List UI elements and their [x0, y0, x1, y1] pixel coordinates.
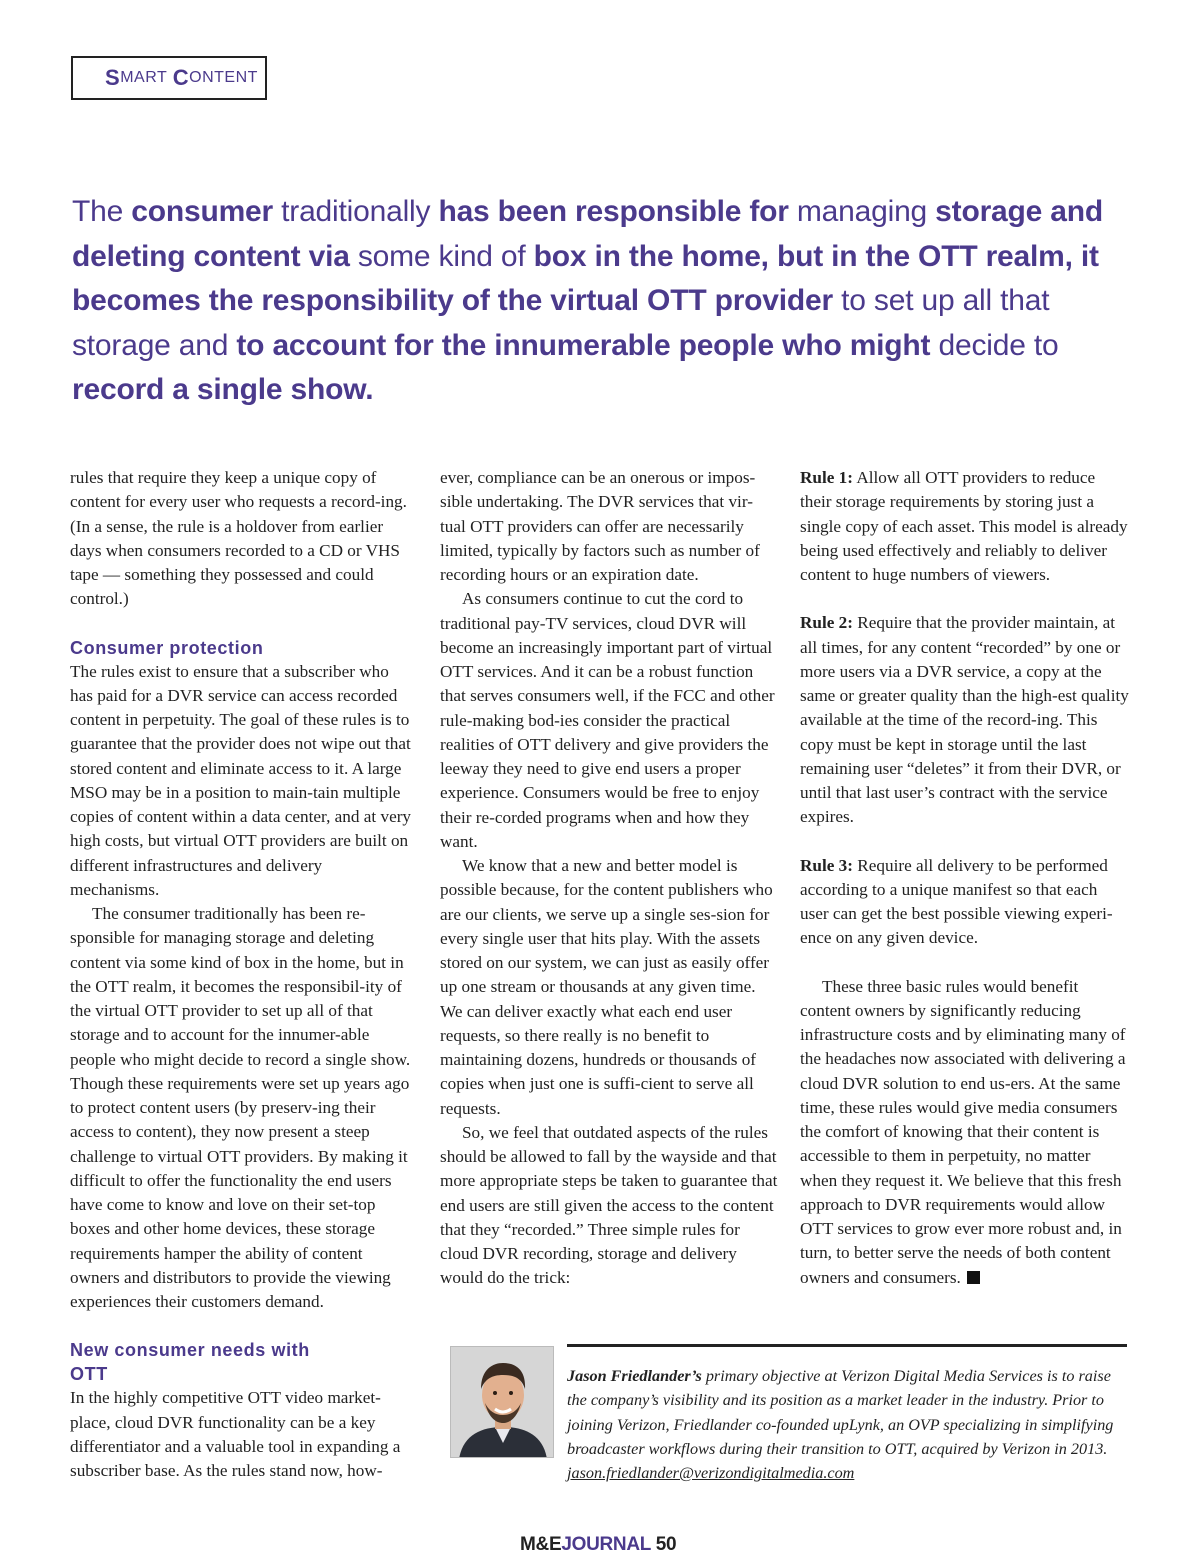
pull-quote-segment: to set up all that storage and [72, 284, 1050, 362]
section-label-initial-1: S [105, 65, 121, 90]
section-label-rest-1: MART [120, 69, 168, 86]
pull-quote-segment: storage and deleting content via [72, 195, 1104, 273]
article-column-2 [440, 466, 778, 1291]
subhead-consumer-protection: Consumer protection [70, 637, 264, 658]
pull-quote-segment: traditionally [273, 195, 439, 228]
rule-2-text: Require that the provider maintain, at all times, for any content “recorded” by one or more users via a DVR service, a copy at the same or greater quality than the high-est quality available at the time of the record-ing. This copy must be kept in storage until the last remaining user “deletes” it from their DVR, or until that last user’s contract with the service expires. [800, 613, 1129, 827]
rule-2 [800, 611, 1130, 829]
author-photo [450, 1346, 554, 1458]
paragraph: The rules exist to ensure that a subscriber who has paid for a DVR service can access recorded content in perpetuity. The goal of these rules is to guarantee that the provider does not wipe out that stored content and eliminate access to it. A large MSO may be in a position to main-tain multiple copies of content within a data center, and at very high costs, but virtual OTT providers are built on different infrastructures and delivery mechanisms. [70, 661, 412, 899]
paragraph: We know that a new and better model is possible because, for the content publishers who are our clients, we serve up a single ses-sion for every single user that hits play. With the assets stored on our system, we can just as easily offer up one stream or thousands at any given time. We can deliver exactly what each end user requests, so there really is no benefit to maintaining dozens, hundreds or thousands of copies when just one is suffi-cient to serve all requests. [440, 856, 773, 1118]
author-bio [567, 1364, 1127, 1485]
footer-journal: JOURNAL [561, 1534, 651, 1555]
rule-2-label: Rule 2: [800, 613, 853, 633]
pull-quote-segment: managing [788, 195, 936, 228]
rule-1-label: Rule 1: [800, 468, 853, 487]
paragraph: In the highly competitive OTT video market-place, cloud DVR functionality can be a key differentiator and a valuable tool in expanding a subscriber base. As the rules stand now, how- [70, 1388, 401, 1480]
rule-1 [800, 466, 1130, 587]
article-column-1 [70, 466, 415, 1483]
author-portrait-icon [451, 1347, 554, 1458]
rule-3-label: Rule 3: [800, 855, 853, 875]
footer-brand: M&E [520, 1534, 562, 1555]
author-email-link[interactable]: jason.friedlander@verizondigitalmedia.com [567, 1464, 855, 1482]
page-footer [520, 1534, 676, 1556]
closing-text: These three basic rules would benefit content owners by significantly reducing infrastructure costs and by eliminating many of the headaches now associated with delivering a cloud DVR solution to end us-ers. At the same time, these rules would give media consumers the comfort of knowing that their content is accessible to them in perpetuity, no matter when they request it. We believe that this fresh approach to DVR requirements would allow OTT services to grow ever more robust and, in turn, to better serve the needs of both content owners and consumers. [800, 976, 1126, 1287]
pull-quote-segment: box in the home, but in the OTT realm, it becomes the responsibility of the virtual OTT provider [72, 239, 1099, 317]
paragraph: So, we feel that outdated aspects of the rules should be allowed to fall by the wayside and that more appropriate steps be taken to guarantee that end users are still given the access to the content that they “recorded.” Three simple rules for cloud DVR recording, storage and delivery would do the trick: [440, 1122, 778, 1288]
pull-quote-segment: decide to [930, 328, 1059, 362]
pull-quote [72, 190, 1142, 413]
section-label [71, 56, 267, 100]
closing-paragraph [800, 975, 1130, 1290]
bio-divider [567, 1344, 1127, 1347]
pull-quote-segment: consumer [131, 195, 274, 228]
subhead-new-consumer-needs: New consumer needs with OTT [70, 1340, 310, 1385]
author-name: Jason Friedlander’s [567, 1367, 702, 1385]
section-label-rest-2: ONTENT [189, 69, 258, 86]
paragraph: As consumers continue to cut the cord to traditional pay-TV services, cloud DVR will become an increasingly important part of virtual OTT services. And it can be a robust function that serves consumers well, if the FCC and other rule-making bod-ies consider the practical realities of OTT delivery and give providers the leeway they need to give end users a proper experience. Consumers would be free to enjoy their re-corded programs when and how they want. [440, 589, 775, 851]
pull-quote-segment: The [72, 195, 132, 228]
pull-quote-segment: some kind of [349, 239, 534, 273]
article-column-3 [800, 466, 1130, 1290]
rule-3 [800, 854, 1130, 951]
page-number: 50 [655, 1534, 677, 1555]
rule-3-text: Require all delivery to be performed according to a unique manifest so that each user can get the best possible viewing experi-ence on any given device. [800, 855, 1113, 948]
rule-1-text: Allow all OTT providers to reduce their storage requirements by storing just a single copy of each asset. This model is already being used effectively and reliably to deliver content to huge numbers of viewers. [800, 468, 1128, 584]
paragraph: rules that require they keep a unique copy of content for every user who requests a record-ing. (In a sense, the rule is a holdover from earlier days when consumers recorded to a CD or VHS tape — something they possessed and could control.) [70, 468, 407, 609]
section-label-initial-2: C [172, 65, 190, 90]
pull-quote-segment: record a single show. [72, 373, 374, 406]
pull-quote-segment: to account for the innumerable people who might [236, 328, 931, 362]
paragraph: ever, compliance can be an onerous or impos-sible undertaking. The DVR services that vir-tual OTT providers can offer are necessarily limited, typically by factors such as number of recording hours or an expiration date. [440, 468, 760, 584]
pull-quote-segment: has been responsible for [438, 195, 789, 228]
paragraph: The consumer traditionally has been re-sponsible for managing storage and deleting content via some kind of box in the home, but in the OTT realm, it becomes the responsibil-ity of the virtual OTT provider to set up all of that storage and to account for the innumer-able people who might decide to record a single show. Though these requirements were set up years ago to protect content users (by preserv-ing their access to content), they now present a steep challenge to virtual OTT providers. By making it difficult to offer the functionality the end users have come to know and love on their set-top boxes and other home devices, these storage requirements hamper the ability of content owners and distributors to provide the viewing experiences their customers demand. [70, 904, 411, 1311]
bio-body: primary objective at Verizon Digital Media Services is to raise the company’s visibility and its position as a market leader in the industry. Prior to joining Verizon, Friedlander co-founded upLynk, an OVP specializing in simplifying broadcaster workflows during their transition to OTT, acquired by Verizon in 2013. [567, 1367, 1114, 1458]
end-mark-icon [967, 1271, 980, 1284]
